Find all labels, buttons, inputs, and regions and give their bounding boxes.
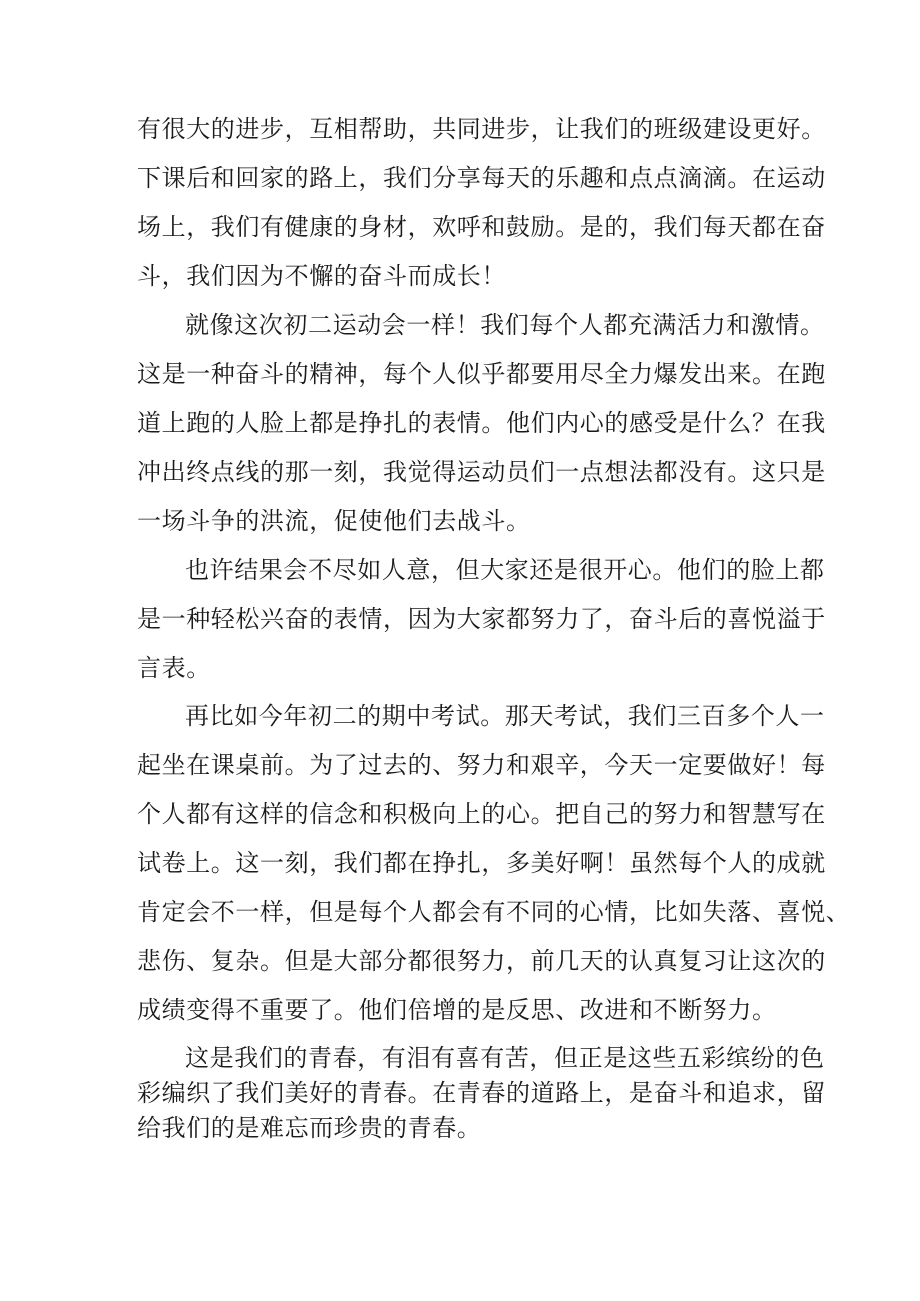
text-line-4: 斗，我们因为不懈的奋斗而成长！: [137, 262, 506, 290]
text-line-10: 也许结果会不尽如人意，但大家还是很开心。他们的脸上都: [185, 556, 825, 584]
text-line-7: 道上跑的人脸上都是挣扎的表情。他们内心的感受是什么？在我: [137, 409, 826, 437]
text-line-21: 彩编织了我们美好的青春。在青春的道路上，是奋斗和追求，留: [137, 1079, 826, 1107]
text-line-1: 有很大的进步，互相帮助，共同进步，让我们的班级建设更好。: [137, 115, 826, 143]
text-line-12: 言表。: [137, 654, 211, 682]
text-line-20: 这是我们的青春，有泪有喜有苦，但正是这些五彩缤纷的色: [185, 1044, 825, 1072]
text-line-9: 一场斗争的洪流，促使他们去战斗。: [137, 507, 531, 535]
text-line-6: 这是一种奋斗的精神，每个人似乎都要用尽全力爆发出来。在跑: [137, 360, 826, 388]
text-line-15: 个人都有这样的信念和积极向上的心。把自己的努力和智慧写在: [137, 800, 826, 828]
text-line-18: 悲伤、复杂。但是大部分都很努力，前几天的认真复习让这次的: [137, 947, 826, 975]
text-line-16: 试卷上。这一刻，我们都在挣扎，多美好啊！虽然每个人的成就: [137, 849, 826, 877]
text-line-3: 场上，我们有健康的身材，欢呼和鼓励。是的，我们每天都在奋: [137, 213, 826, 241]
text-line-17: 肯定会不一样，但是每个人都会有不同的心情，比如失落、喜悦、: [137, 898, 851, 926]
text-line-19: 成绩变得不重要了。他们倍增的是反思、改进和不断努力。: [137, 996, 777, 1024]
text-line-2: 下课后和回家的路上，我们分享每天的乐趣和点点滴滴。在运动: [137, 164, 826, 192]
text-line-13: 再比如今年初二的期中考试。那天考试，我们三百多个人一: [185, 702, 825, 730]
text-line-5: 就像这次初二运动会一样！我们每个人都充满活力和激情。: [185, 311, 825, 339]
text-line-14: 起坐在课桌前。为了过去的、努力和艰辛，今天一定要做好！每: [137, 751, 826, 779]
text-line-11: 是一种轻松兴奋的表情，因为大家都努力了，奋斗后的喜悦溢于: [137, 605, 826, 633]
text-line-22: 给我们的是难忘而珍贵的青春。: [137, 1114, 482, 1142]
text-line-8: 冲出终点线的那一刻，我觉得运动员们一点想法都没有。这只是: [137, 458, 826, 486]
